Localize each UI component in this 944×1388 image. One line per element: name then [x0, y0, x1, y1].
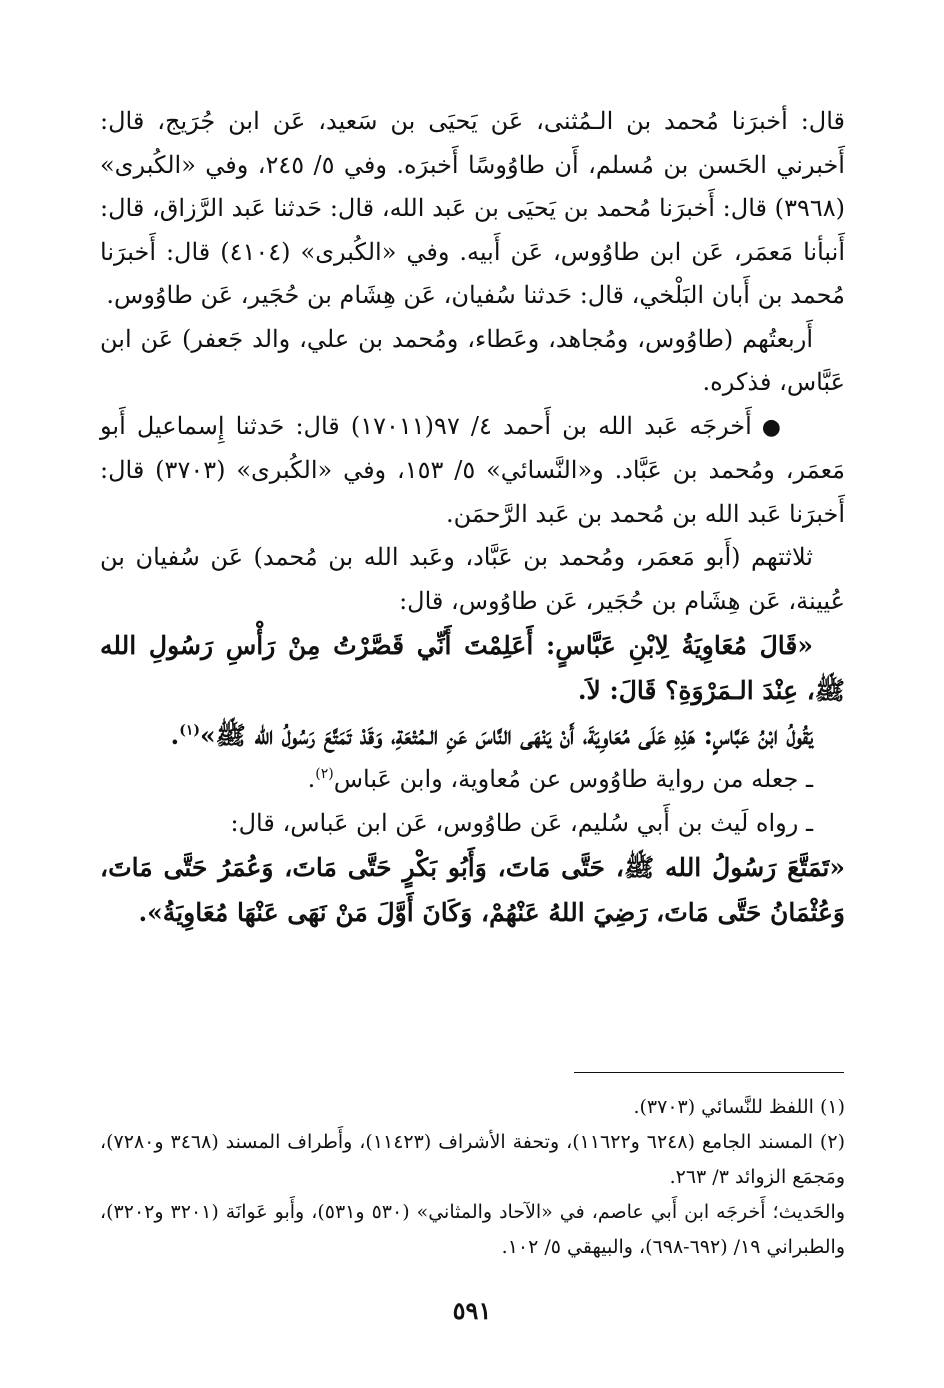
- footnote-ref-2: (٢): [315, 766, 334, 782]
- body-text: [100, 100, 845, 935]
- footnote-1: (١) اللفظ للنَّسائي (٣٧٠٣).: [633, 1096, 845, 1118]
- hadith-text-2: [100, 713, 845, 758]
- hadith-text-3: «تَمَتَّعَ رَسُولُ الله ﷺ، حَتَّى مَاتَ، وَأَبُو بَكْرٍ حَتَّى مَاتَ، وَعُمَرُ حَتَّى مَاتَ، وَعُثْمَانُ حَتَّى مَاتَ، رَضِيَ اللهُ عَنْهُمْ، وَكَانَ أَوَّلَ مَنْ نَهَى عَنْهَا مُعَاوِيَةُ».: [100, 853, 845, 927]
- paragraph-1: قال: أخبرَنا مُحمد بن الـمُثنى، عَن يَحيَى بن سَعيد، عَن ابن جُرَيج، قال: أَخبرني الحَسن بن مُسلم، أَن طاوُوسًا أَخبرَه. وفي ٥/ ٢٤٥، وفي «الكُبرى» (٣٩٦٨) قال: أَخبرَنا مُحمد بن يَحيَى بن عَبد الله، قال: حَدثنا عَبد الرَّزاق، قال: أَنبأنا مَعمَر، عَن ابن طاوُوس، عَن أَبيه. وفي «الكُبرى» (٤١٠٤) قال: أَخبرَنا مُحمد بن أَبان البَلْخي، قال: حَدثنا سُفيان، عَن هِشَام بن حُجَير، عَن طاوُوس.: [100, 107, 845, 309]
- paragraph-3: [100, 405, 845, 537]
- footnotes: [100, 1090, 845, 1265]
- page-number: ٥٩١: [452, 1296, 492, 1325]
- paragraph-3-text: أَخرجَه عَبد الله بن أَحمد ٤/ ٩٧(١٧٠١١) قال: حَدثنا إِسماعيل أَبو مَعمَر، ومُحمد بن عَبَّاد. و«النَّسائي» ٥/ ١٥٣، وفي «الكُبرى» (٣٧٠٣) قال: أَخبرَنا عَبد الله بن مُحمد بن عَبد الرَّحمَن.: [100, 411, 846, 528]
- footnote-ref-1-tail: .: [170, 721, 180, 750]
- footnote-ref-1: (١): [179, 722, 200, 739]
- footnote-separator: [574, 1072, 844, 1073]
- paragraph-4: ثلاثتهم (أَبو مَعمَر، ومُحمد بن عَبَّاد، وعَبد الله بن مُحمد) عَن سُفيان بن عُيينة، عَن هِشَام بن حُجَير، عَن طاوُوس، قال:: [100, 543, 845, 615]
- main-text-block: [100, 100, 845, 935]
- note-line-1-text: ـ جعله من رواية طاوُوس عن مُعاوية، وابن عَباس: [333, 765, 813, 793]
- bullet-icon: ●: [761, 414, 781, 440]
- hadith-text-2-body: يَقُولُ ابْنُ عَبَّاسٍ: هَذِهِ عَلَى مُعَاوِيَةَ، أَنْ يَنْهَى النَّاسَ عَنِ الـمُتْعَةِ، وَقَدْ تَمَتَّعَ رَسُولُ الله ﷺ»: [199, 721, 813, 750]
- footnote-2: (٢) المسند الجامع (٦٢٤٨ و١١٦٢٢)، وتحفة الأشراف (١١٤٢٣)، وأَطراف المسند (٣٤٦٨ و٧٢٨٠)، ومَجمَع الزوائد ٣/ ٢٦٣.: [100, 1131, 845, 1188]
- footnote-ref-2-tail: .: [307, 765, 316, 793]
- footnote-3: والحَديث؛ أَخرجَه ابن أَبي عاصم، في «الآحاد والمثاني» (٥٣٠ و٥٣١)، وأَبو عَوانَة (٣٢٠١ و٣٢٠٢)، والطبراني ١٩/ (٦٩٢-٦٩٨)، والبيهقي ٥/ ١٠٢.: [100, 1201, 846, 1258]
- paragraph-2: أَربعتُهم (طاوُوس، ومُجاهد، وعَطاء، ومُحمد بن علي، والد جَعفر) عَن ابن عَبَّاس، فذكره.: [100, 324, 845, 396]
- hadith-text-1: «قَالَ مُعَاوِيَةُ لِابْنِ عَبَّاسٍ: أَعَلِمْتَ أَنِّي قَصَّرْتُ مِنْ رَأْسِ رَسُولِ الله ﷺ، عِنْدَ الـمَرْوَةِ؟ قَالَ: لاَ.: [100, 631, 845, 705]
- note-line-2: ـ رواه لَيث بن أَبي سُليم، عَن طاوُوس، عَن ابن عَباس، قال:: [230, 808, 813, 837]
- note-line-1: [100, 758, 845, 802]
